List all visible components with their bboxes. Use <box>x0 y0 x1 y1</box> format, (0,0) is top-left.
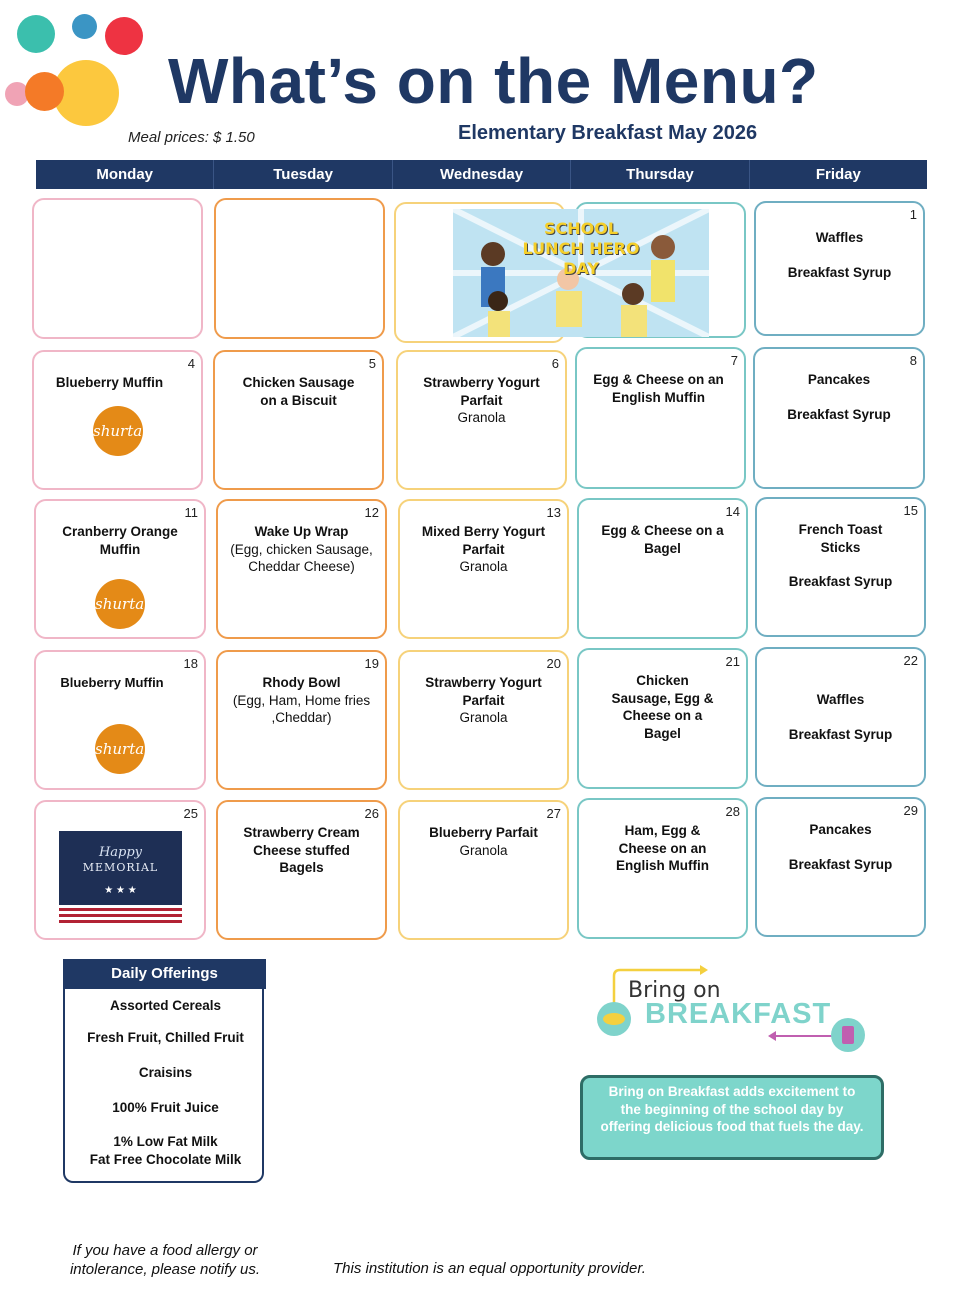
calendar-cell-empty <box>32 198 203 339</box>
menu-items <box>765 691 916 743</box>
menu-items <box>408 824 559 859</box>
day-thursday: Thursday <box>571 160 749 189</box>
menu-item: Mixed Berry Yogurt Parfait <box>421 524 546 557</box>
menu-side: Breakfast Syrup <box>788 856 893 872</box>
memorial-image-text-happy: Happy <box>98 845 143 860</box>
menu-side: Breakfast Syrup <box>788 726 893 742</box>
memorial-image-text-memorial: MEMORIAL <box>82 861 159 874</box>
menu-item: Wake Up Wrap <box>254 524 349 539</box>
meal-prices: Meal prices: $ 1.50 <box>128 129 255 146</box>
allergy-notice: If you have a food allergy or intolerance, please notify us. <box>69 1242 261 1278</box>
menu-subtitle: Elementary Breakfast May 2026 <box>458 122 758 144</box>
menu-side: Breakfast Syrup <box>787 406 891 422</box>
calendar-cell-14 <box>577 498 748 639</box>
menu-item: Chicken Sausage, Egg & Cheese on a Bagel <box>611 673 714 741</box>
decor-dot-red <box>105 17 143 55</box>
menu-items <box>40 374 179 392</box>
day-number: 14 <box>725 504 740 519</box>
menu-side: Granola <box>459 842 508 858</box>
menu-item: Egg & Cheese on an English Muffin <box>593 372 724 405</box>
stars-icon: ★ ★ ★ <box>104 885 137 896</box>
day-number: 1 <box>909 207 917 222</box>
weekday-header <box>36 160 927 189</box>
page-title: What’s on the Menu? <box>168 45 819 117</box>
day-number: 4 <box>187 356 195 371</box>
menu-side: (Egg, Ham, Home fries ,Cheddar) <box>232 692 371 725</box>
menu-items <box>607 822 718 875</box>
day-number: 27 <box>546 806 561 821</box>
calendar-cell-5 <box>213 350 384 490</box>
menu-item: Waffles <box>815 230 864 245</box>
calendar-cell-26 <box>216 800 387 940</box>
menu-side: Granola <box>457 410 506 425</box>
school-lunch-hero-day-image <box>453 209 709 337</box>
flag-stripes <box>59 905 182 924</box>
menu-items <box>414 674 553 727</box>
daily-offerings-box <box>63 989 264 1183</box>
menu-item: Egg & Cheese on a Bagel <box>601 523 724 556</box>
menu-items <box>233 374 364 409</box>
menu-item: Blueberry Parfait <box>429 825 538 840</box>
day-number: 18 <box>183 656 198 671</box>
day-number: 22 <box>903 653 918 668</box>
menu-items <box>414 523 553 576</box>
menu-items <box>765 821 916 873</box>
menu-side: Breakfast Syrup <box>788 574 893 589</box>
calendar-cell-29 <box>755 797 926 937</box>
offering-item: Craisins <box>138 1065 193 1080</box>
day-number: 21 <box>725 654 740 669</box>
menu-items <box>224 523 379 576</box>
menu-items <box>412 374 551 427</box>
decor-dot-orange <box>25 72 64 111</box>
bob-logo-bring-on: Bring on <box>628 978 721 1003</box>
day-number: 7 <box>730 353 738 368</box>
calendar-cell-18 <box>34 650 206 790</box>
shurfark-logo: shurtark <box>95 579 145 629</box>
equal-opportunity-notice: This institution is an equal opportunity provider. <box>333 1260 646 1277</box>
menu-item: Cranberry Orange Muffin <box>62 524 178 557</box>
calendar-cell-22 <box>755 647 926 787</box>
day-number: 15 <box>903 503 918 518</box>
menu-item: Pancakes <box>807 372 871 387</box>
menu-side: Breakfast Syrup <box>787 264 892 280</box>
menu-item: Ham, Egg & Cheese on an English Muffin <box>616 823 709 873</box>
menu-item: Chicken Sausage on a Biscuit <box>242 375 355 408</box>
day-number: 11 <box>184 505 198 520</box>
day-number: 29 <box>903 803 918 818</box>
shurfark-logo: shurtark <box>93 406 143 456</box>
menu-items <box>599 522 726 557</box>
calendar-cell-15 <box>755 497 926 637</box>
menu-side: Granola <box>459 559 508 574</box>
calendar-cell-11 <box>34 499 206 639</box>
menu-item: Strawberry Cream Cheese stuffed Bagels <box>243 825 360 875</box>
menu-items <box>42 674 182 692</box>
day-friday: Friday <box>815 166 861 183</box>
day-number: 28 <box>725 804 740 819</box>
calendar-cell-19 <box>216 650 387 790</box>
bob-logo-breakfast: BREAKFAST <box>645 998 832 1030</box>
calendar-cell-1 <box>754 201 925 336</box>
calendar-cell-4 <box>32 350 203 490</box>
menu-item: Waffles <box>816 692 865 707</box>
day-number: 8 <box>909 353 917 368</box>
menu-item: French Toast Sticks <box>798 522 883 555</box>
calendar-cell-20 <box>398 650 569 790</box>
offering-item: Fat Free Chocolate Milk <box>89 1152 242 1167</box>
day-tuesday: Tuesday <box>214 160 392 189</box>
day-number: 6 <box>551 356 559 371</box>
menu-items <box>763 371 915 423</box>
day-number: 19 <box>364 656 379 671</box>
offering-item: Fresh Fruit, Chilled Fruit <box>87 1030 244 1045</box>
day-monday: Monday <box>36 160 214 189</box>
offering-item: 1% Low Fat Milk <box>113 1134 218 1149</box>
menu-item: Rhody Bowl <box>262 675 341 690</box>
day-number: 26 <box>364 806 379 821</box>
menu-item: Strawberry Yogurt Parfait <box>425 675 542 708</box>
day-number: 25 <box>183 806 198 821</box>
menu-item: Strawberry Yogurt Parfait <box>423 375 540 408</box>
calendar-cell-21 <box>577 648 748 789</box>
bob-description: Bring on Breakfast adds excitement to the beginning of the school day by offering delicious food that fuels the day. <box>580 1075 884 1160</box>
day-number: 12 <box>364 505 379 520</box>
menu-items <box>226 674 377 727</box>
calendar-cell-12 <box>216 499 387 639</box>
menu-item: Pancakes <box>809 822 872 837</box>
menu-items <box>587 371 730 406</box>
offering-item: 100% Fruit Juice <box>112 1100 219 1115</box>
offering-item: Assorted Cereals <box>109 998 222 1013</box>
day-wednesday: Wednesday <box>393 160 571 189</box>
menu-item: Blueberry Muffin <box>55 375 164 390</box>
calendar-cell-7 <box>575 347 746 489</box>
menu-side: Granola <box>459 710 508 725</box>
decor-dot-teal <box>17 15 55 53</box>
shurfark-logo: shurtark <box>95 724 145 774</box>
day-number: 13 <box>546 505 561 520</box>
calendar-cell-6 <box>396 350 567 490</box>
calendar-cell-empty <box>214 198 385 339</box>
calendar-cell-13 <box>398 499 569 639</box>
menu-items <box>52 523 188 558</box>
happy-memorial-day-image <box>59 831 182 924</box>
decor-dot-blue <box>72 14 97 39</box>
menu-item: Blueberry Muffin <box>60 675 164 690</box>
calendar-cell-28 <box>577 798 748 939</box>
calendar-cell-8 <box>753 347 925 489</box>
day-number: 5 <box>368 356 376 371</box>
menu-side: (Egg, chicken Sausage, Cheddar Cheese) <box>230 541 373 574</box>
menu-items <box>236 824 367 877</box>
daily-offerings-title: Daily Offerings <box>63 959 266 989</box>
menu-items <box>764 229 915 281</box>
day-number: 20 <box>546 656 561 671</box>
hero-day-text: SCHOOL LUNCH HERO DAY <box>522 219 640 278</box>
menu-items <box>781 521 900 591</box>
menu-items <box>605 672 720 742</box>
bring-on-breakfast-logo <box>592 964 872 1056</box>
calendar-cell-27 <box>398 800 569 940</box>
